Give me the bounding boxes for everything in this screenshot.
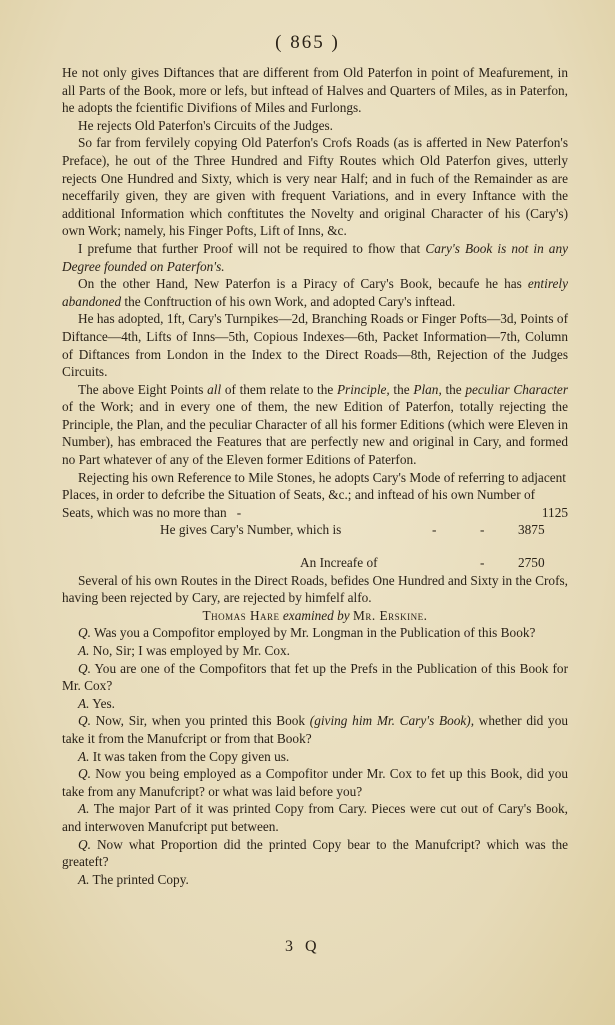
eight-points-text: of them relate to the xyxy=(221,381,337,397)
calc-dash: - xyxy=(480,522,485,538)
eight-points-italic: all xyxy=(207,381,222,397)
eight-points-text: the xyxy=(441,381,466,397)
calc-dash: - xyxy=(236,504,242,520)
signature-mark: 3 Q xyxy=(285,938,321,955)
calc-row-cary xyxy=(62,521,568,539)
qa-item xyxy=(62,800,568,835)
qa-text: Now, Sir, when you printed this Book xyxy=(95,713,310,729)
page-number: ( 865 ) xyxy=(275,32,340,53)
qa-label: A. xyxy=(78,695,90,711)
presume-italic: Cary's Book is not in any Degree founded on Paterfon's. xyxy=(62,240,568,274)
presume-text: I prefume that further Proof will not be required to fhow that xyxy=(78,240,426,256)
qa-label: Q. xyxy=(78,660,91,676)
qa-label: Q. xyxy=(78,766,91,782)
paragraph: He rejects Old Paterfon's Circuits of the Judges. xyxy=(78,117,333,133)
paragraph: Several of his own Routes in the Direct Roads, befides One Hundred and Sixty in the Crofs, having been rejected by Cary, are rejected by himfelf alfo. xyxy=(62,572,568,606)
cary-seats-value: 3875 xyxy=(518,522,545,538)
qa-text: It was taken from the Copy given us. xyxy=(92,748,290,764)
qa-item xyxy=(62,871,568,889)
qa-item xyxy=(62,765,568,800)
other-hand-text: On the other Hand, New Paterfon is a Piracy of Cary's Book, becaufe he has xyxy=(78,276,528,292)
other-hand-italic: entirely abandoned xyxy=(62,276,568,309)
heading-italic: examined by xyxy=(279,607,354,623)
qa-label: A. xyxy=(78,801,90,817)
witness-name: Thomas Hare xyxy=(202,607,280,623)
qa-text: Now you being employed as a Compofitor under Mr. Cox to fet up this Book, did you take from any Manufcript? or what was laid before you? xyxy=(62,766,568,799)
paragraph: He not only gives Diftances that are different from Old Paterfon in point of Meafurement, in all Parts of the Book, more or lefs, but inftead of Halves and Quarters of Miles, as in Paterfon, he adopts the fcientific Divifions of Miles and Furlongs. xyxy=(62,65,568,116)
qa-text: Yes. xyxy=(92,695,115,711)
qa-text: Now what Proportion did the printed Copy bear to the Manufcript? which was the greateft? xyxy=(62,836,568,870)
increase-value: 2750 xyxy=(518,555,545,571)
other-hand-text-2: the Conftruction of his own Work, and adopted Cary's inftead. xyxy=(121,293,456,309)
own-seats-value: 1125 xyxy=(541,504,568,520)
cary-label: He gives Cary's Number, which is xyxy=(160,522,342,538)
calc-row-increase xyxy=(62,554,568,572)
qa-item xyxy=(62,712,568,747)
paragraph: He has adopted, 1ft, Cary's Turnpikes—2d, Branching Roads or Finger Pofts—3d, Points of Diftance—4th, Lifts of Inns—5th, Copious Indexes—6th, Packet Information—7th, Column of Diftances from London in the Index to the Direct Roads—8th, Rejection of the Judges Circuits. xyxy=(62,311,568,380)
paragraph xyxy=(62,275,568,310)
increase-label: An Increafe of xyxy=(300,555,378,571)
rejecting-text: Rejecting his own Reference to Mile Stones, he adopts Cary's Mode of referring to adjacent Places, in order to defcribe the Situation of Seats, &c.; and inftead of his own Number of Seats, which was no more than xyxy=(62,469,566,520)
qa-text: The major Part of it was printed Copy from Cary. Pieces were cut out of Cary's Book, and interwoven Manufcript put between. xyxy=(62,801,568,834)
calc-dash: - xyxy=(480,555,485,571)
qa-item xyxy=(62,695,568,713)
examination-heading xyxy=(62,607,568,625)
eight-points-italic: Plan, xyxy=(413,381,442,397)
eight-points-text: of the Work; and in every one of them, the new Edition of Paterfon, totally rejecting the Principle, the Plan, and the peculiar Character of all his former Editions (which were Eleven in Number), has embraced the Features that are perfectly new and original in Cary, and formed no Part whatever of any of the Eleven former Editions of Paterfon. xyxy=(62,399,568,468)
paragraph xyxy=(62,240,568,275)
qa-text-after: whether did you take it from the Manufcript or from that Book? xyxy=(62,713,568,746)
paragraph xyxy=(62,469,568,522)
calc-dash: - xyxy=(432,522,437,538)
qa-item xyxy=(62,642,568,660)
qa-label: Q. xyxy=(78,713,91,729)
qa-label: Q. xyxy=(78,836,91,852)
eight-points-text: The above Eight Points xyxy=(78,381,208,397)
qa-text: You are one of the Compofitors that fet up the Prefs in the Publication of this Book for Mr. Cox? xyxy=(62,660,568,694)
qa-text: Was you a Compofitor employed by Mr. Longman in the Publication of this Book? xyxy=(94,625,536,641)
qa-italic: (giving him Mr. Cary's Book), xyxy=(309,713,475,729)
qa-item xyxy=(62,836,568,871)
qa-item xyxy=(62,624,568,642)
qa-label: Q. xyxy=(78,625,91,641)
body-text xyxy=(62,64,568,888)
paragraph: So far from fervilely copying Old Paterfon's Crofs Roads (as is afferted in New Paterfon's Preface), he out of the Three Hundred and Fifty Routes which Old Paterfon gives, utterly rejects One Hundred and Sixty, which is very near Half; and in fuch of the Remainder as are neceffarily given, they are given with frequent Variations, and in every Inftance with the additional Information which conftitutes the Novelty and original Character of his (Cary's) own Work; namely, his Finger Pofts, Lift of Inns, &c. xyxy=(62,135,568,239)
paragraph xyxy=(62,381,568,469)
qa-text: No, Sir; I was employed by Mr. Cox. xyxy=(92,643,291,658)
eight-points-italic: Principle, xyxy=(336,381,390,397)
qa-item xyxy=(62,660,568,695)
eight-points-italic: peculiar Character xyxy=(465,381,568,397)
qa-label: A. xyxy=(78,643,90,658)
qa-text: The printed Copy. xyxy=(92,871,189,887)
qa-label: A. xyxy=(78,871,90,887)
qa-label: A. xyxy=(78,748,90,764)
eight-points-text: the xyxy=(389,381,414,397)
examiner-name: Mr. Erskine. xyxy=(353,607,428,623)
qa-list xyxy=(62,624,568,888)
qa-item xyxy=(62,748,568,766)
